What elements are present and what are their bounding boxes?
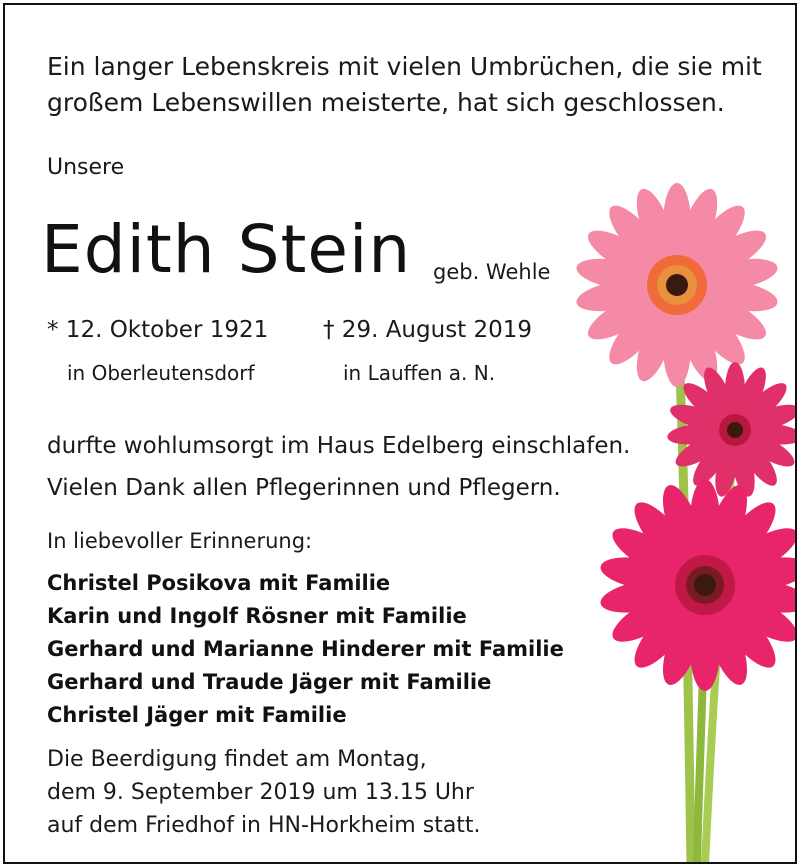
light-pink-gerbera <box>574 183 780 387</box>
intro-line-2: großem Lebenswillen meisterte, hat sich geschlossen. <box>47 88 725 117</box>
mourner-item: Christel Jäger mit Familie <box>47 703 347 727</box>
funeral-line-3: auf dem Friedhof in HN-Horkheim statt. <box>47 813 481 838</box>
intro-text <box>47 49 762 121</box>
body-line-1: durfte wohlumsorgt im Haus Edelberg einschlafen. <box>47 433 631 459</box>
funeral-line-2: dem 9. September 2019 um 13.15 Uhr <box>47 780 474 805</box>
unsere-label: Unsere <box>47 155 125 180</box>
death-date: † 29. August 2019 <box>323 317 533 343</box>
funeral-line-1: Die Beerdigung findet am Montag, <box>47 747 427 772</box>
mourner-item: Karin und Ingolf Rösner mit Familie <box>47 604 467 628</box>
memory-heading: In liebevoller Erinnerung: <box>47 529 313 553</box>
mourner-item: Gerhard und Marianne Hinderer mit Familie <box>47 637 564 661</box>
birth-date: * 12. Oktober 1921 <box>47 317 269 343</box>
mourner-item: Christel Posikova mit Familie <box>47 571 391 595</box>
mourner-item: Gerhard und Traude Jäger mit Familie <box>47 670 492 694</box>
maiden-name: geb. Wehle <box>433 260 551 284</box>
mourners-list <box>47 567 564 732</box>
funeral-info <box>47 743 481 842</box>
death-place: in Lauffen a. N. <box>343 361 496 385</box>
large-magenta-gerbera <box>598 479 795 691</box>
deceased-name: Edith Stein <box>41 211 412 288</box>
gerbera-flowers-image <box>565 175 795 864</box>
birth-place: in Oberleutensdorf <box>67 361 255 385</box>
obituary-notice <box>3 3 797 864</box>
body-line-2: Vielen Dank allen Pflegerinnen und Pflegern. <box>47 475 561 501</box>
intro-line-1: Ein langer Lebenskreis mit vielen Umbrüchen, die sie mit <box>47 52 762 81</box>
